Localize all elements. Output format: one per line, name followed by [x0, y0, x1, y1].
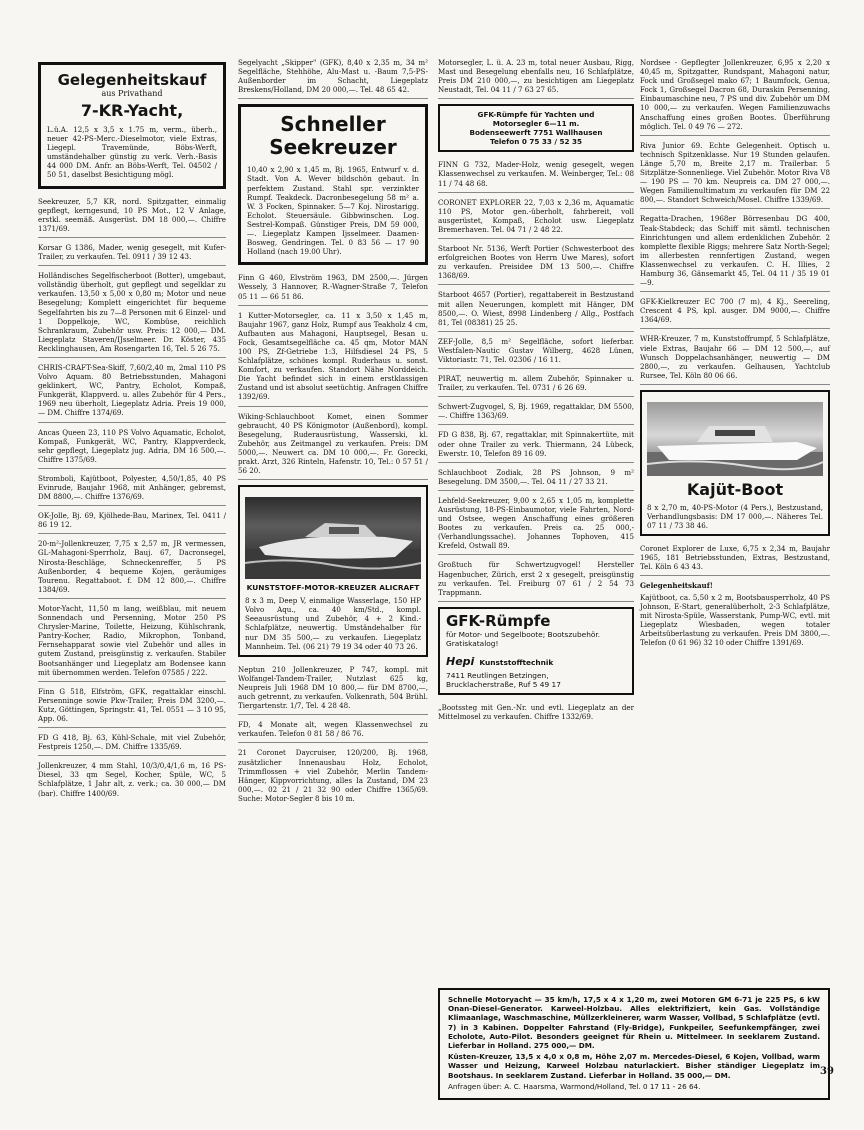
ad-zef-jolle: ZEF-Jolle, 8,5 m² Segelfläche, sofort lieferbar. Westfalen-Nautic Gustav Wilberg, 4628 Lünen, Viktoriastr. 71, Tel. 02306 / 16 11.: [438, 337, 634, 369]
ad-coronet-daycruiser: 21 Coronet Daycruiser, 120/200, Bj. 1968, zusätzlicher Innenausbau Holz, Echolot, Trimmflossen + viel Zubehör, Merlin Tandem-Hänger, Kippvorrichtung, alles Ia Zustand, DM 23 000,—. 02 21 / 21 32 90 oder Chiffre 1365/69. Suche: Motor-Segler 8 bis 10 m.: [238, 748, 428, 803]
ad-line: GFK-Rümpfe für Yachten und: [477, 110, 595, 120]
classified-page: [38, 58, 834, 1091]
ad-gfk-kielkreuzer: GFK-Kielkreuzer EC 700 (7 m), 4 Kj., Seereling, Crescent 4 PS, kpl. ausger. DM 9000,—. Chiffre 1364/69.: [640, 297, 830, 329]
ad-finn-732: FINN G 732, Mader-Holz, wenig gesegelt, wegen Klassenwechsel zu verkaufen. M. Weinberger, Tel.: 08 11 / 74 48 68.: [438, 160, 634, 192]
ad-starboot-5136: Starboot Nr. 5136, Werft Portier (Schwesterboot des erfolgreichen Bootes von Herrn Uwe Mares), sofort zu verkaufen. Preisidee DM 13 500,—. Chiffre 1368/69.: [438, 244, 634, 285]
ad-ok-jolle: OK-Jolle, Bj. 69, Kjölhede-Bau, Marinex, Tel. 0411 / 86 19 12.: [38, 511, 226, 534]
ad-box-haarsma: [438, 988, 830, 1100]
cabin-boat-photo-icon: [647, 402, 823, 476]
ad-body: 8 x 2,70 m, 40-PS-Motor (4 Pers.), Bestzustand, Verhandlungsbasis: DM 17 000,—. Näheres Tel. 07 11 / 73 38 46.: [647, 502, 823, 531]
ad-fd-838: FD G 838, Bj. 67, regattaklar, mit Spinnakertüte, mit oder ohne Trailer zu verk. Thiermann, 24 Lübeck, Ewerstr. 10, Telefon 89 16 09.: [438, 430, 634, 462]
ad-motor-yacht: Motor-Yacht, 11,50 m lang, weißblau, mit neuem Sonnendach und Persenning, Motor 250 PS Chrysler-Marine, Toilette, Heizung, Kühlschrank, Pantry-Kocher, Radio, Mikrophon, Tonband, Fernsehapparat sowie viel Zubehör und alles in gutem Zustand, preisgünstig z. verkaufen. Stabiler Bootsanhänger und Liegeplatz am Bodensee kann mit übernommen werden. Telefon 07585 / 222.: [38, 604, 226, 682]
ad-pirat: PIRAT, neuwertig m. allem Zubehör, Spinnaker u. Trailer, zu verkaufen. Tel. 0731 / 6 26 69.: [438, 374, 634, 397]
ad-jollenkreuzer-stahl: Jollenkreuzer, 4 mm Stahl, 10/3/0,4/1,6 m, 16 PS-Diesel, 33 qm Segel, Kocher, Spüle, WC, 5 Schlafplätze, 1 Jahr alt, z. verk.; ca. 30 000,— DM (bar). Chiffre 1400/69.: [38, 761, 226, 798]
ad-box-schneller-seekreuzer: [238, 104, 428, 265]
boat-photo: [245, 497, 421, 579]
column-3: [438, 58, 634, 726]
ad-contact: Anfragen über: A. C. Haarsma, Warmond/Holland, Tel. 0 17 11 - 26 64.: [448, 1081, 701, 1091]
ad-address: 7411 Reutlingen Betzingen,: [446, 670, 549, 680]
ad-body: 10,40 x 2,90 x 1,45 m, Bj. 1965, Entwurf v. d. Stadt. Von A. Wever bildschön gebaut. In perfektem Zustand. Stahl spr. verzinkter Rumpf. Teakdeck. Dacronbesegelung 58 m² a. W. 3 Focken, Spinnaker. 5—7 Koj. Nirostarigg. Echolot. Steuersäule. Gibbwinschen. Log. Sestrel-Kompaß. Günstiger Preis, DM 59 000,—. Liegeplatz Kampen Ijsselmeer. Daamen-Bosweg, Gendringen. Tel. 0 83 56 — 17 90 Holland (nach 19.00 Uhr).: [247, 165, 419, 257]
ad-jollenkreuzer-20: 20-m²-Jollenkreuzer, 7,75 x 2,57 m, JR vermessen, GL-Mahagoni-Sperrholz, Bauj. 67, Dacronsegel, Nirosta-Beschläge, Schneckenreffer, 5 PS Außenborder, 4 bequeme Kojen, geräumiges Tourenu. Regattaboot. f. DM 12 800,—. Chiffre 1384/69.: [38, 539, 226, 599]
ad-box-alicraft: [238, 485, 428, 657]
ad-caption: KUNSTSTOFF-MOTOR-KREUZER ALICRAFT: [246, 583, 420, 593]
ad-lehfeld-seekreuzer: Lehfeld-Seekreuzer, 9,00 x 2,65 x 1,05 m, komplette Ausrüstung, 18-PS-Einbaumotor, viele Fahrten, Nord- und Ostsee, wegen Anschaffung eines größeren Bootes zu verkaufen. Preis ca. 25 000,- (Verhandlungssache). Johannes Tophoven, 415 Krefeld, Ostwall 89.: [438, 496, 634, 556]
ad-body: 8 x 3 m, Deep V, einmalige Wasserlage, 150 HP Volvo Aqu., ca. 40 km/Std., kompl. Seeausrüstung und Zubehör, 4 + 2 Kind.-Schlafplätze, neuwertig. Umständehalber für nur DM 35 500,— zu verkaufen. Liegeplatz Mannheim. Tel. (06 21) 79 19 34 oder 40 73 26.: [245, 596, 421, 651]
ad-title: Gelegenheitskauf: [57, 71, 207, 89]
ad-line: Bodenseewerft 7751 Wallhausen: [469, 128, 603, 138]
ad-subtitle: aus Privathand: [101, 89, 163, 98]
motorboat-photo-icon: [245, 497, 421, 579]
ad-headline: 7-KR-Yacht,: [80, 101, 184, 120]
ad-line: Telefon 0 75 33 / 52 35: [490, 137, 582, 147]
ad-chris-craft: CHRIS-CRAFT-Sea-Skiff, 7,60/2,40 m, 2mal 110 PS Volvo Aquam. 80 Betriebsstunden, Mahagoni geklinkert, WC, Pantry, Echolot, Kompaß, Funkgerät, Klappverd. u. alles Zubehör für 4 Pers., 1969 neu überholt, Liegeplatz Adria. Preis 19 000,— DM. Chiffre 1374/69.: [38, 363, 226, 423]
ad-bootssteg: „Bootssteg mit Gen.-Nr. und evtl. Liegeplatz an der Mittelmosel zu verkaufen. Chiffre 1332/69.: [438, 702, 634, 721]
ad-whr-kreuzer: WHR-Kreuzer, 7 m, Kunststoffrumpf, 5 Schlafplätze, viele Extras, Baujahr 66 — DM 12 500,—, auf Wunsch Doppelachsanhänger, neuwertig — DM 2800,—, zu verkaufen. Gelhausen, Yachtclub Rursee, Tel. Köln 80 06 66.: [640, 334, 830, 384]
ad-box-gelegenheitskauf: [38, 62, 226, 189]
ad-nordsee-jollenkreuzer: Nordsee - Gepflegter Jollenkreuzer, 6,95 x 2,20 x 40,45 m, Spitzgatter, Rundspant, Mahagoni natur, Fock und Großsegel mako 67; 1 Baumfock, Genua, Fock 1, Großsegel Dacron 68, Duraskin Persenning, Einbaumaschine neu, 7 PS und div. Zubehör um DM 10 000,— zu verkaufen. Wegen Familienzuwachs Anschaffung eines großen Bootes. Überführung möglich. Tel. 0 49 76 — 272.: [640, 58, 830, 136]
hepi-logo: Hepi: [446, 654, 475, 668]
ad-finn-460: Finn G 460, Elvström 1963, DM 2500,—. Jürgen Wessely, 3 Hannover, R.-Wagner-Straße 7, Telefon 05 11 — 66 51 86.: [238, 273, 428, 305]
ad-neptun: Neptun 210 Jollenkreuzer, P 747, kompl. mit Wolfangel-Tandem-Trailer, Nutzlast 625 kg, Neupreis Juli 1968 DM 10 800,— für DM 8700,—, auch getrennt, zu verkaufen. Volkenrath, 504 Brühl. Tiergartenstr. 1/7, Tel. 4 28 48.: [238, 665, 428, 715]
ad-address: Brucklacherstraße, Ruf 5 49 17: [446, 679, 561, 689]
ad-box-gfk-ruempfe-hepi: [438, 607, 634, 695]
ad-finn-518: Finn G 518, Elfström, GFK, regattaklar einschl. Persenninge sowie Pkw-Trailer, Preis DM 3200,—. Kutz, Göttingen, Springstr. 41, Tel. 0551 — 3 10 95, App. 06.: [38, 687, 226, 728]
ad-logo-suffix: Kunststofftechnik: [479, 657, 554, 667]
ad-box-kajuet-boot: [640, 390, 830, 536]
ad-starboot-4657: Starboot 4657 (Portier), regattabereit in Bestzustand mit allen Neuerungen, komplett mit Hänger, DM 8500,—. O. Wiest, 8998 Lindenberg / Allg., Postfach 81, Tel (08381) 25 25.: [438, 290, 634, 331]
boat-photo: [647, 402, 823, 476]
ad-subtitle: für Motor- und Segelboote; Bootszubehör. Gratiskatalog!: [446, 629, 601, 648]
page-number: 39: [820, 1066, 834, 1077]
ad-coronet-explorer-22: CORONET EXPLORER 22, 7,03 x 2,36 m, Aquamatic 110 PS, Motor gen.-überholt, fahrbereit, voll ausgerüstet, Kompaß, Echolot usw. Liegeplatz Bremerhaven. Tel. 04 71 / 2 48 22.: [438, 198, 634, 239]
ad-motorsegler: Motorsegler, L. ü. A. 23 m, total neuer Ausbau, Rigg, Mast und Besegelung ebenfalls neu, 16 Schlafplätze, Preis DM 210 000,—, zu besichtigen am Liegeplatz Neustadt, Tel. 04 11 / 7 63 27 65.: [438, 58, 634, 99]
ad-kutter-motorsegler: 1 Kutter-Motorsegler, ca. 11 x 3,50 x 1,45 m, Baujahr 1967, ganz Holz, Rumpf aus Teakholz 4 cm, Aufbauten aus Mahagoni, Hauptsegel, Besan u. Fock, Gesamtsegelfläche ca. 45 qm, Motor MAN 100 PS, Zf-Getriebe 1:3, Hilfsdiesel 24 PS, 5 Schlafplätze, schönes kompl. Ruderhaus u. sonst. Komfort, zu verkaufen. Standort Nähe Norddeich. Die Yacht befindet sich in einem erstklassigen Zustand und ist absolut seetüchtig. Anfragen Chiffre 1392/69.: [238, 311, 428, 407]
column-4: [640, 58, 830, 652]
ad-segelfischerboot: Holländisches Segelfischerboot (Botter), umgebaut, vollständig überholt, gut gepflegt und segelklar zu verkaufen. 13,50 x 5,00 x 0,80 m; Motor und neue Besegelung; Komplett eingerichtet für bequeme Segelfahrten bis zu 7—8 Personen mit 6 Einzel- und 1 Doppelkoje, WC, Kombüse, reichlich Schrankraum, Zubehör usw. Preis: 12 000,— DM. Liegeplatz Staveren/IJsselmeer. Dr. Köster, 435 Recklinghausen, Am Rosengarten 16, Tel. 5 26 75.: [38, 271, 226, 358]
ad-riva-junior: Riva Junior 69. Echte Gelegenheit. Optisch u. technisch Spitzenklasse. Nur 19 Stunden gelaufen. Länge 5,70 m, Breite 2,17 m. Trailerbar. 5 Sitzplätze-Sonnenliege. Viel Zubehör. Motor Riva V8 — 190 PS — 70 km. Neupreis ca. DM 27 000,—. Wegen Familienultimatum zu verkaufen für DM 22 800,—. Standort Schweich/Mosel. Chiffre 1339/69.: [640, 141, 830, 210]
ad-schlauchboot-zodiak: Schlauchboot Zodiak, 28 PS Johnson, 9 m² Besegelung. DM 3500,—. Tel. 04 11 / 27 33 21.: [438, 468, 634, 491]
ad-box-gfk-ruempfe-small: [438, 104, 634, 152]
ad-title: Kajüt-Boot: [686, 479, 784, 499]
ad-coronet-explorer-de-luxe: Coronet Explorer de Luxe, 6,75 x 2,34 m, Baujahr 1965, 181 Betriebsstunden, Extras, Bestzustand, Tel. Köln 6 43 43.: [640, 544, 830, 576]
ad-regatta-drachen: Regatta-Drachen, 1968er Börresenbau DG 400, Teak-Stabdeck; das Schiff mit sämtl. technischen Einrichtungen und allem erdenklichen Zubehör. 2 komplette flexible Riggs; mehrere Satz North-Segel; im allerbesten rennfertigen Zustand, wegen Klassenwechsel zu verkaufen. C. H. Illies, 2 Hamburg 36, Gänsemarkt 45, Tel. 04 11 / 35 19 01—9.: [640, 214, 830, 292]
ad-skipper: Segelyacht „Skipper" (GFK), 8,40 x 2,35 m, 34 m² Segelfläche, Stehhöhe, Alu-Mast u. -Baum 7,5-PS-Außenborder im Schacht, Liegeplatz Breskens/Holland, DM 20 000,—. Tel. 48 65 42.: [238, 58, 428, 99]
ad-schnelle-motoryacht: Schnelle Motoryacht — 35 km/h, 17,5 x 4 x 1,20 m, zwei Motoren GM 6-71 je 225 PS, 6 kW Onan-Diesel-Generator. Karweel-Holzbau. Alles elektrifiziert, kein Gas. Vollständige Klimaanlage, Waschmaschine, Müllzerkleinerer, warm Wasser, Vollbad, 5 Schlafplätze (evtl. 7) in 3 Kabinen. Doppelter Fahrstand (Fly-Bridge), Funkpeiler, Seefunkempfänger, zwei Echolote, Auto-Pilot. Besonders geeignet für Rhein u. Mittelmeer. In seeklarem Zustand. Lieferbar in Holland. 275 000,— DM.: [448, 995, 820, 1051]
ad-fd: FD, 4 Monate alt, wegen Klassenwechsel zu verkaufen. Telefon 0 81 58 / 86 76.: [238, 720, 428, 743]
ad-fd-418: FD G 418, Bj. 63, Kühl-Schale, mit viel Zubehör, Festpreis 1250,—. DM. Chiffre 1335/69.: [38, 733, 226, 756]
ad-grosstuch: Großtuch für Schwertzugvogel! Hersteller Hagenbucher, Zürich, erst 2 x gesegelt, preisgünstig zu verkaufen. Tel. Freiburg 07 61 / 2 54 73 Trappmann.: [438, 560, 634, 601]
ad-body: L.ü.A. 12,5 x 3,5 x 1.75 m, verm., überh., neuer 42-PS-Merc.-Dieselmotor, viele Extras, Liegepl. Travemünde, Böbs-Werft, umständehalber günstig zu verk. Verh.-Basis 44 000 DM. Anfr. an Böbs-Werft, Tel. 04502 / 50 51, daselbst Besichtigung mögl.: [47, 125, 217, 180]
ad-ancas-queen: Ancas Queen 23, 110 PS Volvo Aquamatic, Echolot, Kompaß, Funkgerät, WC, Pantry, Klappverdeck, sehr gepflegt, Liegeplatz jug. Adria, DM 16 500,—. Chiffre 1375/69.: [38, 428, 226, 469]
ad-title: Schneller Seekreuzer: [269, 112, 397, 160]
ad-line: Motorsegler 6—11 m.: [492, 119, 580, 129]
ad-title: GFK-Rümpfe: [446, 611, 551, 630]
ad-stromboli: Stromboli, Kajütboot, Polyester, 4,50/1,85, 40 PS Evinrude, Baujahr 1968, mit Anhänger, gebremst, DM 8800,—. Chiffre 1376/69.: [38, 474, 226, 506]
ad-title: Gelegenheitskauf!: [640, 581, 713, 591]
ad-gelegenheitskauf-kajuetboot: [640, 581, 830, 647]
ad-wiking-schlauchboot: Wiking-Schlauchboot Komet, einen Sommer gebraucht, 40 PS Königmotor (Außenbord), kompl. Besegelung, Ruderausrüstung, Wasserski, kl. Zubehör, aus Zeitmangel zu verkaufen. Preis: DM 5000,—. Neuwert ca. DM 10 000,—. Fr. Gorecki, prakt. Arzt, 326 Rinteln, Hafenstr. 10, Tel.: 0 57 51 / 56 20.: [238, 412, 428, 481]
ad-schwert-zugvogel: Schwert-Zugvogel, S, Bj. 1969, regattaklar, DM 5500,—. Chiffre 1363/69.: [438, 402, 634, 425]
ad-kuesten-kreuzer: Küsten-Kreuzer, 13,5 x 4,0 x 0,8 m, Höhe 2,07 m. Mercedes-Diesel, 6 Kojen, Vollbad, warm Wasser und Heizung, Karweel Holzbau naturlackiert. Bisher ständiger Liegeplatz im Bootshaus. In seeklarem Zustand. Lieferbar in Holland. 35 000,— DM.: [448, 1052, 820, 1080]
column-2: [238, 58, 428, 808]
ad-body: Kajütboot, ca. 5,50 x 2 m, Bootsbausperrholz, 40 PS Johnson, E-Start, generalüberholt, 2-3 Schlafplätze, mit Nirosta-Spüle, Wasserstank, Pump-WC, evtl. mit Liegeplatz Wiesbaden, wegen totaler Arbeitsüberlastung zu verkaufen. Preis DM 3800,—. Telefon (0 61 96) 32 10 oder Chiffre 1391/69.: [640, 592, 830, 648]
ad-korsar: Korsar G 1386, Mader, wenig gesegelt, mit Kufer-Trailer, zu verkaufen. Tel. 0911 / 39 12 43.: [38, 243, 226, 266]
column-1: [38, 58, 226, 803]
ad-seekreuzer: Seekreuzer, 5,7 KR, nord. Spitzgatter, einmalig gepflegt, kerngesund, 10 PS Mot., 12 V Anlage, erstkl. seemäß. Ausgerüst. DM 18 000,—. Chiffre 1371/69.: [38, 197, 226, 238]
